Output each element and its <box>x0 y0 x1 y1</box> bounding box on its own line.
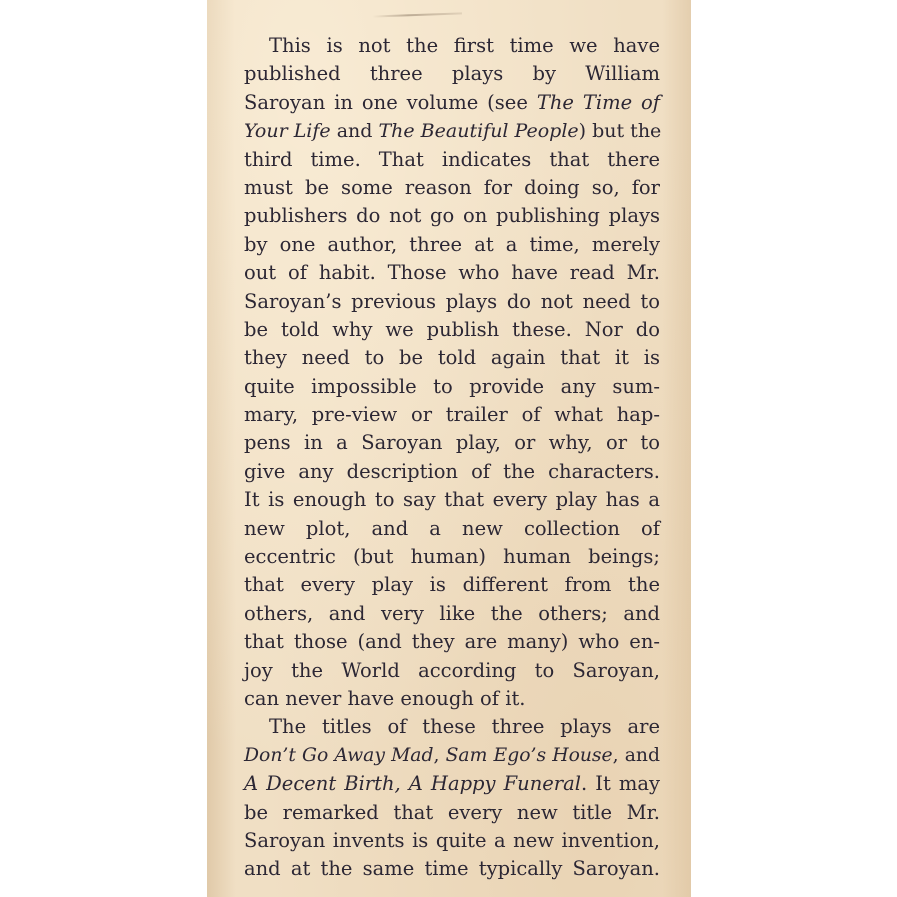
text-line: that every play is different from the <box>244 573 660 597</box>
text-line: must be some reason for doing so, for <box>244 175 660 199</box>
text-line: publishers do not go on publishing plays <box>244 204 660 228</box>
text-line: can never have enough of it. <box>244 686 526 710</box>
text-line: pens in a Saroyan play, or why, or to <box>244 431 660 455</box>
text-line: they need to be told again that it is <box>244 346 660 370</box>
text-line: out of habit. Those who have read Mr. <box>244 261 660 285</box>
book-page <box>207 0 691 897</box>
body-text <box>244 32 660 884</box>
text-line: Don’t Go Away Mad, Sam Ego’s House, and <box>244 744 661 766</box>
text-line: be remarked that every new title Mr. <box>244 800 660 824</box>
text-line: that those (and they are many) who en- <box>244 630 660 654</box>
text-line: The titles of these three plays are <box>269 715 660 739</box>
text-line: Saroyan’s previous plays do not need to <box>244 289 660 313</box>
text-line: give any description of the characters. <box>244 459 660 483</box>
text-line: published three plays by William <box>244 62 660 86</box>
text-line: by one author, three at a time, merely <box>244 232 660 256</box>
text-line: It is enough to say that every play has a <box>244 488 660 512</box>
text-line: Your Life and The Beautiful People) but the <box>244 120 662 143</box>
text-line: be told why we publish these. Nor do <box>244 317 660 341</box>
text-line: A Decent Birth, A Happy Funeral. It may <box>244 772 660 796</box>
text-line: Saroyan in one volume (see The Time of <box>244 90 661 114</box>
text-line: Saroyan invents is quite a new invention, <box>244 828 660 852</box>
text-line: third time. That indicates that there <box>244 147 660 171</box>
text-line: and at the same time typically Saroyan. <box>244 857 660 881</box>
text-line: new plot, and a new collection of <box>244 516 660 540</box>
text-line: others, and very like the others; and <box>244 601 660 625</box>
text-line: eccentric (but human) human beings; <box>244 545 660 569</box>
text-line: This is not the first time we have <box>269 34 660 57</box>
text-line: joy the World according to Saroyan, <box>244 658 660 682</box>
page-smudge-mark <box>372 12 462 17</box>
text-line: mary, pre-view or trailer of what hap- <box>244 403 660 427</box>
text-line: quite impossible to provide any sum- <box>244 374 660 398</box>
